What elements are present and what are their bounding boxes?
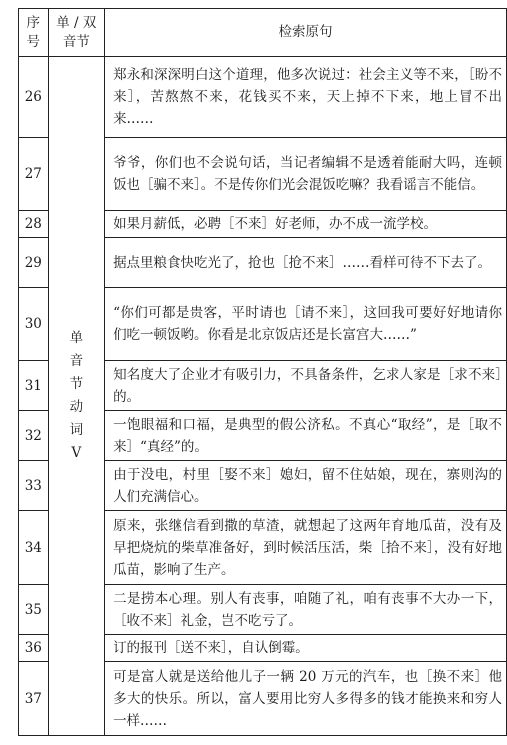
header-sentence: 检索原句 <box>105 9 507 57</box>
table-header-row <box>19 9 507 57</box>
row-number: 28 <box>19 211 49 238</box>
row-number: 27 <box>19 138 49 211</box>
row-number: 35 <box>19 585 49 635</box>
row-sentence: 爷爷，你们也不会说句话，当记者编辑不是透着能耐大吗，连顿饭也［骗不来］。不是传你们光会混饭吃嘛？我看谣言不能信。 <box>105 138 507 211</box>
category-cell: 单 音 节 动 词 V <box>48 57 104 736</box>
row-sentence: 一饱眼福和口福，是典型的假公济私。不真心“取经”，是［取不来］“真经”的。 <box>105 411 507 461</box>
row-sentence: 据点里粮食快吃光了，抢也［抢不来］……看样可待不下去了。 <box>105 238 507 288</box>
header-syllable: 单 / 双 音节 <box>48 9 104 57</box>
row-number: 32 <box>19 411 49 461</box>
row-number: 29 <box>19 238 49 288</box>
table-row <box>19 57 507 138</box>
row-sentence: 订的报刊［送不来］，自认倒霉。 <box>105 635 507 662</box>
row-sentence: 郑永和深深明白这个道理，他多次说过：社会主义等不来，［盼不来］，苦熬熬不来，花钱买不来，天上掉不下来，地上冒不出来…… <box>105 57 507 138</box>
row-number: 26 <box>19 57 49 138</box>
row-sentence: 原来，张继信看到撒的草渣，就想起了这两年育地瓜苗，没有及早把烧炕的柴草准备好，到时候活压活，柴［拾不来］，没有好地瓜苗，影响了生产。 <box>105 511 507 585</box>
row-sentence: 知名度大了企业才有吸引力，不具备条件，乞求人家是［求不来］的。 <box>105 361 507 411</box>
row-number: 34 <box>19 511 49 585</box>
row-number: 37 <box>19 662 49 736</box>
row-number: 31 <box>19 361 49 411</box>
corpus-table <box>18 8 507 736</box>
header-index: 序 号 <box>19 9 49 57</box>
row-sentence: “你们可都是贵客，平时请也［请不来］，这回我可要好好地请你们吃一顿饭哟。你看是北京饭店还是长富宫大……” <box>105 288 507 361</box>
row-sentence: 可是富人就是送给他儿子一辆 20 万元的汽车，也［换不来］他多大的快乐。所以，富人要用比穷人多得多的钱才能换来和穷人一样…… <box>105 662 507 736</box>
row-number: 36 <box>19 635 49 662</box>
row-number: 33 <box>19 461 49 511</box>
row-sentence: 如果月薪低，必聘［不来］好老师，办不成一流学校。 <box>105 211 507 238</box>
row-sentence: 由于没电，村里［娶不来］媳妇，留不住姑娘，现在，寨则沟的人们充满信心。 <box>105 461 507 511</box>
row-sentence: 二是捞本心理。别人有丧事，咱随了礼，咱有丧事不大办一下，［收不来］礼金，岂不吃亏了。 <box>105 585 507 635</box>
row-number: 30 <box>19 288 49 361</box>
